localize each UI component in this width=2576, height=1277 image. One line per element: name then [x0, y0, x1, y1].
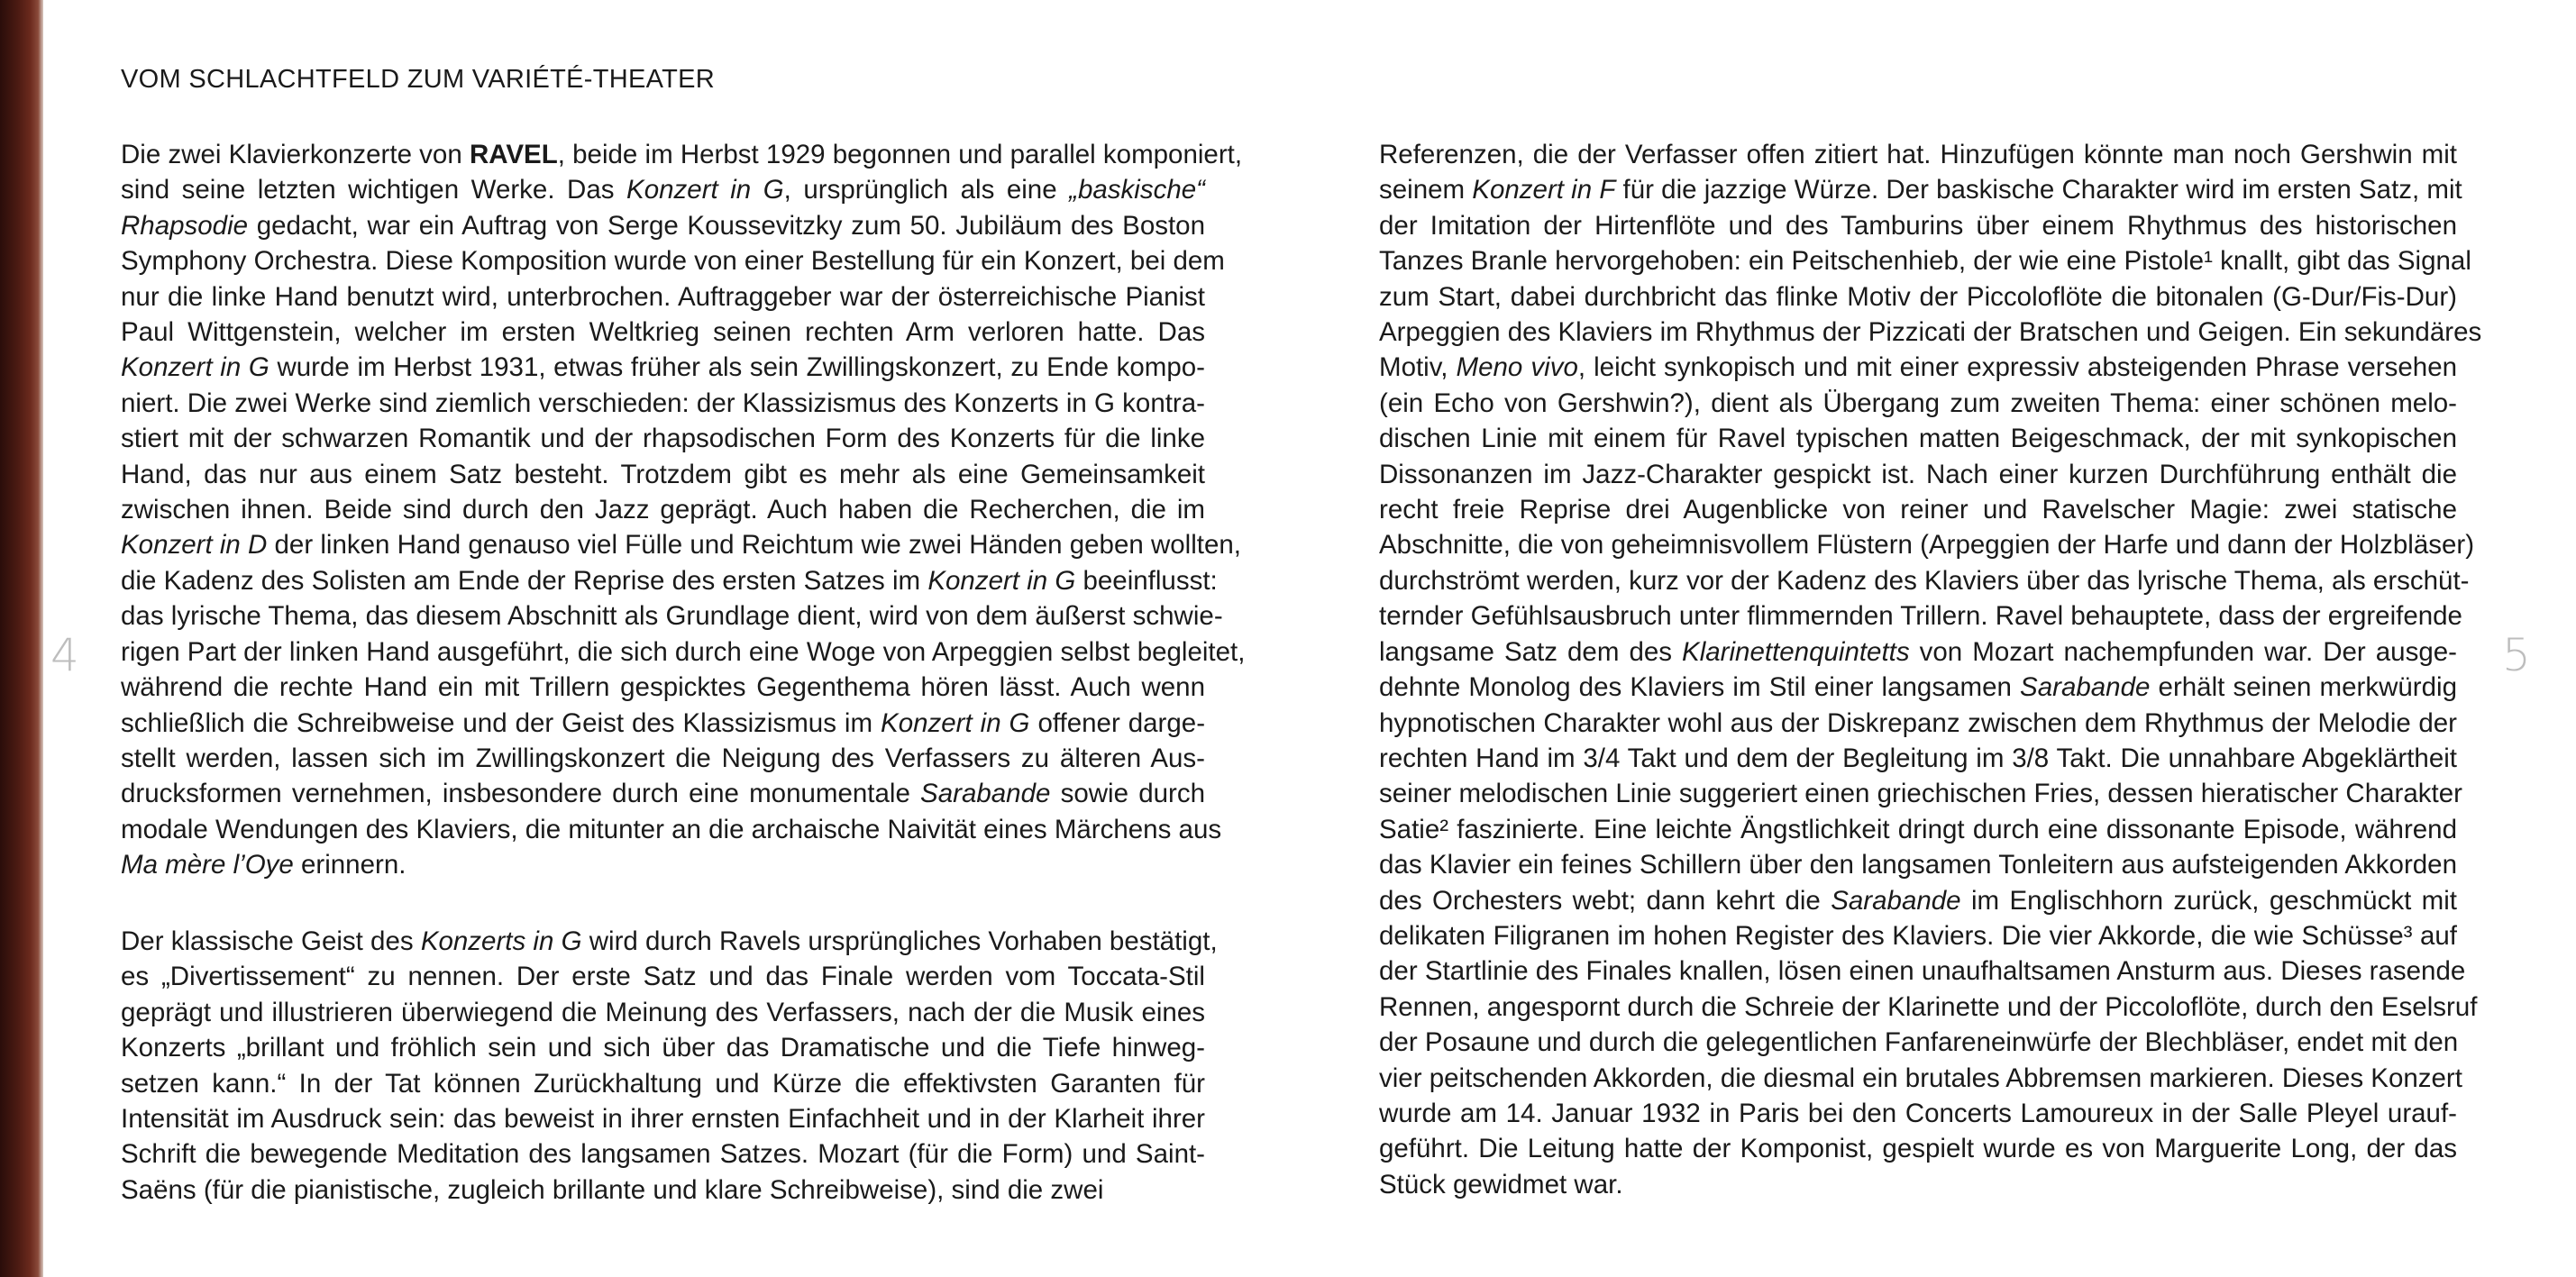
italic-title: Sarabande: [920, 779, 1051, 809]
text-line: Symphony Orchestra. Diese Komposition wurde von einer Bestellung für ein Konzert, bei dem: [121, 246, 1225, 277]
italic-title: Konzert in G: [121, 352, 269, 383]
text-line: recht freie Reprise drei Augenblicke von reiner und Ravelscher Magie: zwei statische: [1379, 495, 2457, 525]
text-line: Konzerts „brillant und fröhlich sein und sich über das Dramatische und die Tiefe hinweg-: [121, 1033, 1205, 1063]
text-line: ternder Gefühlsausbruch unter flimmernden Trillern. Ravel behauptete, dass der ergreifende: [1379, 601, 2462, 632]
text-line: modale Wendungen des Klaviers, die mitunter an die archaische Naivität eines Märchens aus: [121, 814, 1222, 844]
text-line: Saëns (für die pianistische, zugleich brillante und klare Schreibweise), sind die zwei: [121, 1174, 1104, 1205]
italic-title: Konzert in G: [626, 175, 784, 205]
text-line: Dissonanzen im Jazz-Charakter gespickt ist. Nach einer kurzen Durchführung enthält die: [1379, 459, 2457, 489]
text-line: während die rechte Hand ein mit Trillern gespicktes Gegenthema hören lässt. Auch wenn: [121, 672, 1205, 703]
text-line: Rhapsodie gedacht, war ein Auftrag von Serge Koussevitzky zum 50. Jubiläum des Boston: [121, 210, 1205, 241]
italic-title: Konzerts in G: [420, 926, 582, 956]
text-line: langsame Satz dem des Klarinettenquintetts von Mozart nachempfunden war. Der ausge-: [1379, 636, 2457, 667]
italic-title: Meno vivo: [1456, 352, 1578, 383]
composer-name: RAVEL: [469, 140, 558, 169]
page-number-right: 5: [2502, 629, 2531, 681]
text-line: Ma mère l’Oye erinnern.: [121, 850, 406, 880]
text-line: das lyrische Thema, das diesem Abschnitt als Grundlage dient, wird von dem äußerst schwie-: [121, 601, 1223, 632]
italic-title: Konzert in D: [121, 530, 268, 561]
paragraph-ravel-concertos: [121, 137, 1246, 883]
text-line: nur die linke Hand benutzt wird, unterbrochen. Auftraggeber war der österreichische Pianist: [121, 281, 1205, 312]
text-line: dehnte Monolog des Klaviers im Stil einer langsamen Sarabande erhält seinen merkwürdig: [1379, 672, 2457, 703]
text-line: vier peitschenden Akkorden, die diesmal ein brutales Abbremsen markieren. Dieses Konzert: [1379, 1063, 2462, 1093]
text-line: stiert mit der schwarzen Romantik und der rhapsodischen Form des Konzerts für die linke: [121, 424, 1205, 454]
text-line: Referenzen, die der Verfasser offen zitiert hat. Hinzufügen könnte man noch Gershwin mit: [1379, 140, 2457, 169]
text-line: setzen kann.“ In der Tat können Zurückhaltung und Kürze die effektivsten Garanten für: [121, 1068, 1205, 1099]
text-line: Rennen, angespornt durch die Schreie der Klarinette und der Piccoloflöte, durch den Eselsruf: [1379, 991, 2478, 1022]
text-line: geprägt und illustrieren überwiegend die Meinung des Verfassers, nach der die Musik eines: [121, 997, 1205, 1027]
text-line: schließlich die Schreibweise und der Geist des Klassizismus im Konzert in G offener darge-: [121, 707, 1206, 738]
italic-title: Konzert in F: [1472, 175, 1616, 205]
italic-title: Sarabande: [2020, 672, 2151, 703]
text-line: zwischen ihnen. Beide sind durch den Jazz geprägt. Auch haben die Recherchen, die im: [121, 495, 1205, 525]
text-line: Stück gewidmet war.: [1379, 1169, 1623, 1199]
text-line: die Kadenz des Solisten am Ende der Reprise des ersten Satzes im Konzert in G beeinflusst:: [121, 565, 1218, 596]
text-line: Hand, das nur aus einem Satz besteht. Trotzdem gibt es mehr als eine Gemeinsamkeit: [121, 459, 1205, 489]
text-line: (ein Echo von Gershwin?), dient als Übergang zum zweiten Thema: einer schönen melo-: [1379, 388, 2457, 418]
paragraph-classical-spirit: [121, 924, 1218, 1208]
text-line: Abschnitte, die von geheimnisvollem Flüstern (Arpeggien der Harfe und dann der Holzbläser): [1379, 530, 2475, 561]
text-line: es „Divertissement“ zu nennen. Der erste Satz und das Finale werden vom Toccata-Stil: [121, 962, 1205, 992]
text-line: hypnotischen Charakter wohl aus der Diskrepanz zwischen dem Rhythmus der Melodie der: [1379, 707, 2457, 738]
section-heading: VOM SCHLACHTFELD ZUM VARIÉTÉ-THEATER: [121, 65, 716, 94]
text-line: sind seine letzten wichtigen Werke. Das Konzert in G, ursprünglich als eine „baskische“: [121, 175, 1205, 205]
text-line: seiner melodischen Linie suggeriert einen griechischen Fries, dessen hieratischer Charakter: [1379, 779, 2462, 809]
text-line: geführt. Die Leitung hatte der Komponist, gespielt wurde es von Marguerite Long, der das: [1379, 1134, 2457, 1164]
text-line: Satie² faszinierte. Eine leichte Ängstlichkeit dringt durch eine dissonante Episode, während: [1379, 814, 2457, 844]
text-line: Arpeggien des Klaviers im Rhythmus der Pizzicati der Bratschen und Geigen. Ein sekundäres: [1379, 317, 2482, 348]
text-line: der Posaune und durch die gelegentlichen Fanfareneinwürfe der Blechbläser, endet mit den: [1379, 1027, 2459, 1058]
text-line: rechten Hand im 3/4 Takt und dem der Begleitung im 3/8 Takt. Die unnahbare Abgeklärtheit: [1379, 743, 2457, 773]
text-line: wurde am 14. Januar 1932 in Paris bei den Concerts Lamoureux in der Salle Pleyel urauf-: [1379, 1098, 2457, 1128]
italic-title: Konzert in G: [881, 707, 1030, 738]
italic-title: Klarinettenquintetts: [1682, 636, 1910, 667]
page-number-left: 4: [50, 629, 79, 681]
left-page: [121, 0, 1246, 1277]
text-line: seinem Konzert in F für die jazzige Würze. Der baskische Charakter wird im ersten Satz, mit: [1379, 175, 2462, 205]
text-line: delikaten Filigranen im hohen Register des Klaviers. Die vier Akkorde, die wie Schüsse³ auf: [1379, 920, 2457, 951]
text-line: Intensität im Ausdruck sein: das beweist in ihrer ernsten Einfachheit und in der Klarheit ihrer: [121, 1104, 1205, 1135]
text-line: der Imitation der Hirtenflöte und des Tamburins über einem Rhythmus des historischen: [1379, 210, 2457, 241]
italic-title: Ma mère l’Oye: [121, 850, 294, 880]
text-line: Konzert in G wurde im Herbst 1931, etwas früher als sein Zwillingskonzert, zu Ende kompo-: [121, 352, 1206, 383]
italic-title: „baskische“: [1069, 175, 1205, 205]
text-line: rigen Part der linken Hand ausgeführt, die sich durch eine Woge von Arpeggien selbst begleitet,: [121, 636, 1246, 667]
text-line: Die zwei Klavierkonzerte von RAVEL, beide im Herbst 1929 begonnen und parallel komponiert,: [121, 140, 1243, 169]
right-page: [1379, 0, 2482, 1277]
text-line: Konzert in D der linken Hand genauso viel Fülle und Reichtum wie zwei Händen geben wollten,: [121, 530, 1241, 561]
text-line: Motiv, Meno vivo, leicht synkopisch und mit einer expressiv absteigenden Phrase versehen: [1379, 352, 2458, 383]
italic-title: Sarabande: [1831, 885, 1961, 916]
text-line: Schrift die bewegende Meditation des langsamen Satzes. Mozart (für die Form) und Saint-: [121, 1139, 1205, 1170]
italic-title: Rhapsodie: [121, 210, 249, 241]
italic-title: Konzert in G: [927, 565, 1076, 596]
text-line: drucksformen vernehmen, insbesondere durch eine monumentale Sarabande sowie durch: [121, 779, 1205, 809]
paragraph-references-analysis: [1379, 137, 2482, 1202]
text-line: niert. Die zwei Werke sind ziemlich verschieden: der Klassizismus des Konzerts in G kontra-: [121, 388, 1205, 418]
text-line: Paul Wittgenstein, welcher im ersten Weltkrieg seinen rechten Arm verloren hatte. Das: [121, 317, 1205, 348]
text-line: der Startlinie des Finales knallen, lösen einen unaufhaltsamen Ansturm aus. Dieses rasende: [1379, 956, 2466, 987]
text-line: durchströmt werden, kurz vor der Kadenz des Klaviers über das lyrische Thema, als erschüt-: [1379, 565, 2470, 596]
book-spine: [0, 0, 43, 1277]
text-line: das Klavier ein feines Schillern über den langsamen Tonleitern aus aufsteigenden Akkorden: [1379, 850, 2457, 880]
text-line: zum Start, dabei durchbricht das flinke Motiv der Piccoloflöte die bitonalen (G-Dur/Fis-Dur): [1379, 281, 2457, 312]
text-line: des Orchesters webt; dann kehrt die Sarabande im Englischhorn zurück, geschmückt mit: [1379, 885, 2457, 916]
text-line: dischen Linie mit einem für Ravel typischen matten Beigeschmack, der mit synkopischen: [1379, 424, 2457, 454]
text-line: Tanzes Branle hervorgehoben: ein Peitschenhieb, der wie eine Pistole¹ knallt, gibt das Signal: [1379, 246, 2471, 277]
text-line: Der klassische Geist des Konzerts in G wird durch Ravels ursprüngliches Vorhaben bestätigt,: [121, 926, 1218, 956]
text-line: stellt werden, lassen sich im Zwillingskonzert die Neigung des Verfassers zu älteren Aus-: [121, 743, 1205, 773]
